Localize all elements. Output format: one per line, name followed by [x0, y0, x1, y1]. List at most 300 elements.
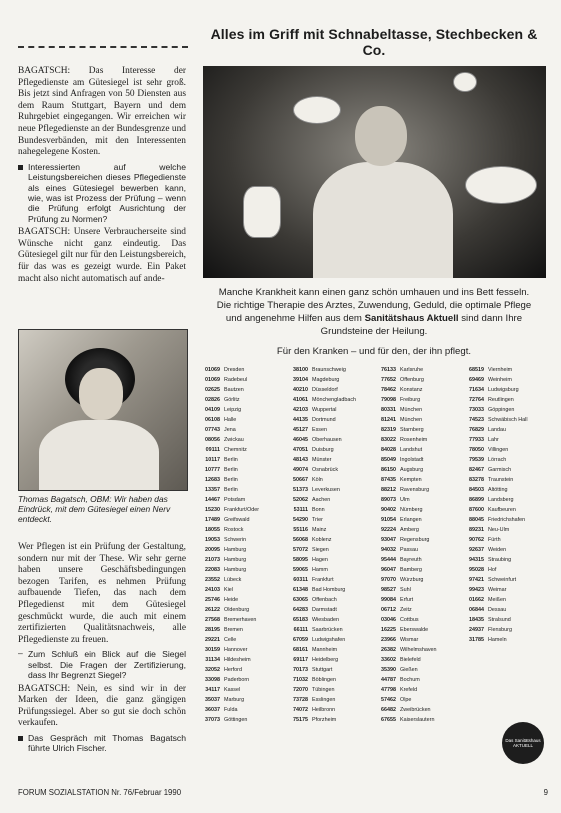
dealer-entry: [200, 595, 286, 605]
dealer-postcode: 86150: [381, 467, 396, 473]
dealer-postcode: 29221: [205, 637, 220, 643]
page-footer: [18, 788, 548, 797]
dealer-city: Hamburg: [224, 547, 247, 553]
dealer-entry: [376, 555, 462, 565]
dealer-city: Wismar: [400, 637, 419, 643]
dealer-city: Kaufbeuren: [488, 507, 516, 513]
dealer-postcode: 35037: [205, 697, 220, 703]
dealer-city: Suhl: [400, 587, 411, 593]
dealer-postcode: 10777: [205, 467, 220, 473]
dealer-city: Kiel: [224, 587, 233, 593]
dealer-postcode: 36037: [205, 707, 220, 713]
dealer-postcode: 01662: [469, 597, 484, 603]
dealer-postcode: 06844: [469, 607, 484, 613]
dealer-entry: [200, 715, 286, 725]
dealer-city: Göppingen: [488, 407, 515, 413]
dealer-city: Bamberg: [400, 567, 422, 573]
dealer-entry: [288, 365, 374, 375]
dealer-city: Koblenz: [312, 537, 332, 543]
dealer-postcode: 97070: [381, 577, 396, 583]
dealer-city: Heide: [224, 597, 239, 603]
dealer-city: Straubing: [488, 557, 512, 563]
dealer-city: Herford: [224, 667, 242, 673]
dealer-postcode: 69469: [469, 377, 484, 383]
dealer-postcode: 94032: [381, 547, 396, 553]
dealer-postcode: 63065: [293, 597, 308, 603]
dealer-city: Wuppertal: [312, 407, 337, 413]
portrait-photo: [18, 329, 188, 491]
dealer-city: Ravensburg: [400, 487, 430, 493]
dealer-postcode: 49074: [293, 467, 308, 473]
dealer-postcode: 90762: [469, 537, 484, 543]
dealer-postcode: 01069: [205, 367, 220, 373]
dealer-city: München: [400, 407, 423, 413]
dealer-postcode: 68161: [293, 647, 308, 653]
dealer-entry: [464, 585, 550, 595]
dealer-city: Ingolstadt: [400, 457, 424, 463]
dealer-entry: [376, 705, 462, 715]
dealer-postcode: 72764: [469, 397, 484, 403]
dealer-entry: [464, 475, 550, 485]
dealer-city: Hamburg: [224, 557, 247, 563]
dealer-entry: [288, 705, 374, 715]
dealer-postcode: 26382: [381, 647, 396, 653]
dealer-entry: [464, 425, 550, 435]
dealer-entry: [464, 525, 550, 535]
dealer-entry: [288, 675, 374, 685]
dealer-postcode: 59065: [293, 567, 308, 573]
dealer-entry: [288, 535, 374, 545]
dealer-entry: [376, 415, 462, 425]
dealer-entry: [288, 545, 374, 555]
dealer-city: Magdeburg: [312, 377, 340, 383]
dealer-postcode: 84028: [381, 447, 396, 453]
dealer-city: Esslingen: [312, 697, 336, 703]
dealer-entry: [200, 615, 286, 625]
dealer-city: Rostock: [224, 527, 244, 533]
dealer-city: Viernheim: [488, 367, 513, 373]
dealer-postcode: 46045: [293, 437, 308, 443]
dealer-entry: [288, 525, 374, 535]
dealer-city: Augsburg: [400, 467, 424, 473]
dealer-postcode: 74523: [469, 417, 484, 423]
dealer-city: Cottbus: [400, 617, 419, 623]
dealer-entry: [464, 595, 550, 605]
dealer-entry: [200, 445, 286, 455]
dealer-entry: [376, 695, 462, 705]
dealer-city: Siegen: [312, 547, 329, 553]
dealer-entry: [200, 705, 286, 715]
dealer-city: Münster: [312, 457, 332, 463]
dealer-entry: [200, 395, 286, 405]
dealer-entry: [200, 655, 286, 665]
dealer-postcode: 35390: [381, 667, 396, 673]
dealer-postcode: 92224: [381, 527, 396, 533]
dealer-city: Starnberg: [400, 427, 424, 433]
dealer-entry: [200, 425, 286, 435]
dealer-entry: [464, 375, 550, 385]
dealer-city: Frankfurt/Oder: [224, 507, 260, 513]
dealer-city: Flensburg: [488, 627, 512, 633]
dealer-entry: [464, 405, 550, 415]
dealer-entry: [464, 495, 550, 505]
dealer-city: Köln: [312, 477, 323, 483]
interview-column: [18, 66, 186, 288]
dealer-city: Tübingen: [312, 687, 335, 693]
dealer-city: Zwickau: [224, 437, 244, 443]
dealer-entry: [376, 625, 462, 635]
dealer-city: Marburg: [224, 697, 245, 703]
dealer-entry: [288, 665, 374, 675]
dealer-city: Karlsruhe: [400, 367, 424, 373]
dealer-entry: [288, 645, 374, 655]
dealer-postcode: 52062: [293, 497, 308, 503]
dealer-city: Olpe: [400, 697, 412, 703]
dealer-entry: [376, 365, 462, 375]
dealer-postcode: 87435: [381, 477, 396, 483]
dealer-postcode: 77933: [469, 437, 484, 443]
dealer-entry: [200, 565, 286, 575]
dealer-postcode: 18055: [205, 527, 220, 533]
dealer-city: Hildesheim: [224, 657, 251, 663]
dealer-city: Altötting: [488, 487, 508, 493]
dealer-city: Nürnberg: [400, 507, 423, 513]
dealer-city: Lahr: [488, 437, 499, 443]
dealer-entry: [464, 445, 550, 455]
dealer-entry: [200, 475, 286, 485]
dealer-entry: [200, 695, 286, 705]
dealer-entry: [464, 565, 550, 575]
dealer-entry: [376, 635, 462, 645]
dealer-postcode: 86899: [469, 497, 484, 503]
dealer-city: Reutlingen: [488, 397, 514, 403]
dealer-postcode: 66482: [381, 707, 396, 713]
dealer-entry: [376, 405, 462, 415]
dealer-postcode: 23552: [205, 577, 220, 583]
dealer-entry: [376, 485, 462, 495]
dealer-city: Heidelberg: [312, 657, 339, 663]
dealer-postcode: 25746: [205, 597, 220, 603]
dealer-column: [464, 365, 550, 645]
dealer-postcode: 80331: [381, 407, 396, 413]
dealer-city: Schwäbisch Hall: [488, 417, 528, 423]
dealer-postcode: 40210: [293, 387, 308, 393]
dealer-postcode: 16225: [381, 627, 396, 633]
dealer-city: Hof: [488, 567, 497, 573]
dealer-postcode: 57462: [381, 697, 396, 703]
dealer-postcode: 31785: [469, 637, 484, 643]
dealer-city: Oberhausen: [312, 437, 342, 443]
dealer-postcode: 95028: [469, 567, 484, 573]
dealer-city: Potsdam: [224, 497, 246, 503]
dealer-list: [200, 365, 548, 765]
dealer-postcode: 92637: [469, 547, 484, 553]
dealer-entry: [200, 545, 286, 555]
dealer-entry: [376, 575, 462, 585]
dealer-city: Mainz: [312, 527, 327, 533]
dealer-entry: [200, 435, 286, 445]
dealer-entry: [376, 445, 462, 455]
dealer-entry: [376, 645, 462, 655]
footer-publication: FORUM SOZIALSTATION Nr. 76/Februar 1990: [18, 788, 182, 797]
dealer-city: Fürth: [488, 537, 501, 543]
dealer-entry: [200, 535, 286, 545]
dealer-postcode: 94315: [469, 557, 484, 563]
dealer-postcode: 34117: [205, 687, 220, 693]
question: Interessierten auf welche Leistungsbereichen dieses Pflegedienste als eines Gütesiegel bewerben kann, wie, was ist Prozess der Prüfung – wenn die Prüfung erfolgt Ausrichtung der Prüfung zu Normen?: [18, 162, 186, 224]
dealer-postcode: 24103: [205, 587, 220, 593]
dealer-postcode: 26122: [205, 607, 220, 613]
dealer-entry: [376, 395, 462, 405]
dealer-entry: [200, 585, 286, 595]
dealer-postcode: 87600: [469, 507, 484, 513]
dealer-city: Schweinfurt: [488, 577, 517, 583]
ad-photo: [203, 66, 546, 278]
dealer-entry: [200, 605, 286, 615]
dealer-entry: [288, 385, 374, 395]
dealer-entry: [464, 625, 550, 635]
dealer-entry: [288, 465, 374, 475]
dealer-postcode: 90402: [381, 507, 396, 513]
dealer-city: Saarbrücken: [312, 627, 343, 633]
dealer-postcode: 50667: [293, 477, 308, 483]
dealer-postcode: 68519: [469, 367, 484, 373]
dealer-entry: [376, 525, 462, 535]
dealer-postcode: 04109: [205, 407, 220, 413]
dealer-entry: [464, 545, 550, 555]
dealer-city: Kassel: [224, 687, 241, 693]
dealer-entry: [464, 455, 550, 465]
dealer-postcode: 12683: [205, 477, 220, 483]
dealer-postcode: 89231: [469, 527, 484, 533]
dealer-entry: [288, 475, 374, 485]
dealer-postcode: 71634: [469, 387, 484, 393]
dealer-entry: [376, 565, 462, 575]
dealer-postcode: 51373: [293, 487, 308, 493]
dealer-postcode: 14467: [205, 497, 220, 503]
dealer-city: Frankfurt: [312, 577, 334, 583]
dealer-postcode: 83278: [469, 477, 484, 483]
dealer-entry: [464, 485, 550, 495]
dealer-entry: [464, 535, 550, 545]
page-number: 9: [543, 788, 548, 797]
dealer-city: Lörrach: [488, 457, 507, 463]
dealer-entry: [376, 685, 462, 695]
dealer-entry: [200, 525, 286, 535]
dealer-city: Landsberg: [488, 497, 514, 503]
dealer-city: Zeitz: [400, 607, 412, 613]
dealer-city: Konstanz: [400, 387, 423, 393]
dealer-city: Mönchengladbach: [312, 397, 357, 403]
interview-column-continued: [18, 542, 186, 757]
dealer-postcode: 33602: [381, 657, 396, 663]
dealer-postcode: 81241: [381, 417, 396, 423]
dealer-entry: [464, 605, 550, 615]
ad-title: Alles im Griff mit Schnabeltasse, Stechbecken & Co.: [210, 26, 538, 58]
dealer-entry: [200, 505, 286, 515]
dealer-column: [288, 365, 374, 725]
dealer-postcode: 01069: [205, 377, 220, 383]
dealer-entry: [200, 625, 286, 635]
dealer-city: Düsseldorf: [312, 387, 338, 393]
dealer-city: Bielefeld: [400, 657, 421, 663]
dealer-entry: [376, 435, 462, 445]
dealer-postcode: 31134: [205, 657, 220, 663]
dealer-entry: [464, 575, 550, 585]
dealer-city: Stuttgart: [312, 667, 333, 673]
dealer-city: Essen: [312, 427, 327, 433]
ad-body-text: Manche Krankheit kann einen ganz schön umhauen und ins Bett fesseln. Die richtige Therapie des Arztes, Zuwendung, Geduld, die optimale Pflege und angenehme Hilfen aus dem Sanitätshaus Aktuell sind dann Ihre Grundsteine der Heilung.: [216, 287, 532, 337]
dealer-postcode: 08056: [205, 437, 220, 443]
dealer-city: Erlangen: [400, 517, 422, 523]
dealer-postcode: 32052: [205, 667, 220, 673]
dealer-city: Lübeck: [224, 577, 242, 583]
dealer-entry: [376, 475, 462, 485]
dealer-entry: [288, 555, 374, 565]
dealer-entry: [200, 385, 286, 395]
dealer-postcode: 75175: [293, 717, 308, 723]
dealer-postcode: 70173: [293, 667, 308, 673]
dealer-postcode: 67655: [381, 717, 396, 723]
dealer-postcode: 67059: [293, 637, 308, 643]
dealer-postcode: 02826: [205, 397, 220, 403]
dealer-city: Berlin: [224, 477, 238, 483]
dealer-postcode: 07743: [205, 427, 220, 433]
dealer-postcode: 47798: [381, 687, 396, 693]
dealer-postcode: 17489: [205, 517, 220, 523]
paragraph: Wer Pflegen ist ein Prüfung der Gestaltung, sondern nur mit der These. Wir sehr gerne haben unsere Geschäftsbedingungen bezogen Tarifen, es nehmen Prüfung aufbauende Tiefen, das nach dem Pflegedienst mit dem Gütesiegel geschmückt wurde, die auch mit einem zertifizierten Qualitätsnachweis, alle Pflegedienste zu freuen.: [18, 542, 186, 645]
dealer-entry: [464, 505, 550, 515]
dealer-postcode: 13357: [205, 487, 220, 493]
dealer-postcode: 03046: [381, 617, 396, 623]
dealer-entry: [288, 715, 374, 725]
dealer-city: Chemnitz: [224, 447, 247, 453]
dealer-column: [376, 365, 462, 725]
dealer-city: Ludwigsburg: [488, 387, 519, 393]
dealer-postcode: 42103: [293, 407, 308, 413]
dealer-postcode: 61348: [293, 587, 308, 593]
dealer-postcode: 39104: [293, 377, 308, 383]
dealer-city: Offenbach: [312, 597, 337, 603]
dealer-postcode: 76829: [469, 427, 484, 433]
dealer-city: Bad Homburg: [312, 587, 346, 593]
dealer-postcode: 41061: [293, 397, 308, 403]
dealer-postcode: 78462: [381, 387, 396, 393]
dealer-city: Greifswald: [224, 517, 250, 523]
dealer-postcode: 96047: [381, 567, 396, 573]
dealer-entry: [464, 615, 550, 625]
dealer-postcode: 82467: [469, 467, 484, 473]
dealer-city: Trier: [312, 517, 323, 523]
dealer-city: Erfurt: [400, 597, 414, 603]
dealer-entry: [288, 495, 374, 505]
dealer-postcode: 85049: [381, 457, 396, 463]
dealer-entry: [288, 515, 374, 525]
dealer-city: Bayreuth: [400, 557, 422, 563]
dealer-postcode: 99084: [381, 597, 396, 603]
dealer-postcode: 76133: [381, 367, 396, 373]
dealer-city: Oldenburg: [224, 607, 250, 613]
dealer-postcode: 58095: [293, 557, 308, 563]
dealer-entry: [464, 395, 550, 405]
dealer-postcode: 91054: [381, 517, 396, 523]
dealer-city: München: [400, 417, 423, 423]
dealer-city: Hamburg: [224, 567, 247, 573]
dealer-city: Zweibrücken: [400, 707, 431, 713]
dealer-entry: [200, 635, 286, 645]
dealer-entry: [376, 515, 462, 525]
dealer-city: Weiden: [488, 547, 507, 553]
dealer-postcode: 57072: [293, 547, 308, 553]
dealer-entry: [288, 615, 374, 625]
dealer-city: Bremerhaven: [224, 617, 257, 623]
dealer-entry: [376, 675, 462, 685]
dealer-city: Garmisch: [488, 467, 512, 473]
dealer-entry: [200, 465, 286, 475]
dealer-entry: [200, 455, 286, 465]
dealer-postcode: 44787: [381, 677, 396, 683]
dealer-entry: [376, 715, 462, 725]
dealer-city: Amberg: [400, 527, 419, 533]
dealer-city: Ulm: [400, 497, 410, 503]
dealer-entry: [464, 515, 550, 525]
dealer-city: Dessau: [488, 607, 507, 613]
dealer-entry: [288, 405, 374, 415]
dealer-postcode: 88212: [381, 487, 396, 493]
dealer-city: Celle: [224, 637, 237, 643]
advertisement: [200, 20, 548, 780]
dealer-postcode: 84503: [469, 487, 484, 493]
dealer-entry: [376, 655, 462, 665]
dealer-postcode: 74072: [293, 707, 308, 713]
dealer-entry: [464, 385, 550, 395]
dealer-city: Landau: [488, 427, 506, 433]
dealer-postcode: 18435: [469, 617, 484, 623]
dealer-postcode: 64283: [293, 607, 308, 613]
dealer-postcode: 02625: [205, 387, 220, 393]
dealer-entry: [288, 505, 374, 515]
dealer-city: Böblingen: [312, 677, 336, 683]
dealer-entry: [200, 685, 286, 695]
dealer-entry: [288, 395, 374, 405]
dealer-entry: [200, 555, 286, 565]
dealer-postcode: 79539: [469, 457, 484, 463]
paragraph: BAGATSCH: Unsere Verbraucherseite sind Wünsche nicht ganz eindeutig. Das Gütesiegel gilt nur für den Leistungsbereich, für das was es gezeigt wurde. Ein Paket macht also nicht automatisch auf ande-: [18, 227, 186, 284]
dealer-entry: [200, 405, 286, 415]
paragraph: BAGATSCH: Nein, es sind wir in der Marken der Ideen, die ganz gängigen Prüfungssiegel. Aber so gut sie doch schön verkaufen.: [18, 683, 186, 729]
dealer-entry: [376, 535, 462, 545]
dealer-city: Osnabrück: [312, 467, 339, 473]
dealer-city: Görlitz: [224, 397, 240, 403]
dealer-city: Neu-Ulm: [488, 527, 510, 533]
dealer-entry: [288, 425, 374, 435]
dealer-city: Ludwigshafen: [312, 637, 346, 643]
dealer-postcode: 47051: [293, 447, 308, 453]
dealer-entry: [376, 605, 462, 615]
dealer-city: Bochum: [400, 677, 420, 683]
dealer-city: Eberswalde: [400, 627, 429, 633]
dealer-city: Mannheim: [312, 647, 338, 653]
dealer-postcode: 97421: [469, 577, 484, 583]
dealer-column: [200, 365, 286, 725]
dealer-city: Passau: [400, 547, 418, 553]
dealer-postcode: 78050: [469, 447, 484, 453]
dealer-city: Dortmund: [312, 417, 336, 423]
dealer-entry: [376, 615, 462, 625]
credit-line: Das Gespräch mit Thomas Bagatsch führte Ulrich Fischer.: [18, 733, 186, 754]
dealer-postcode: 79098: [381, 397, 396, 403]
dealer-city: Leverkusen: [312, 487, 340, 493]
